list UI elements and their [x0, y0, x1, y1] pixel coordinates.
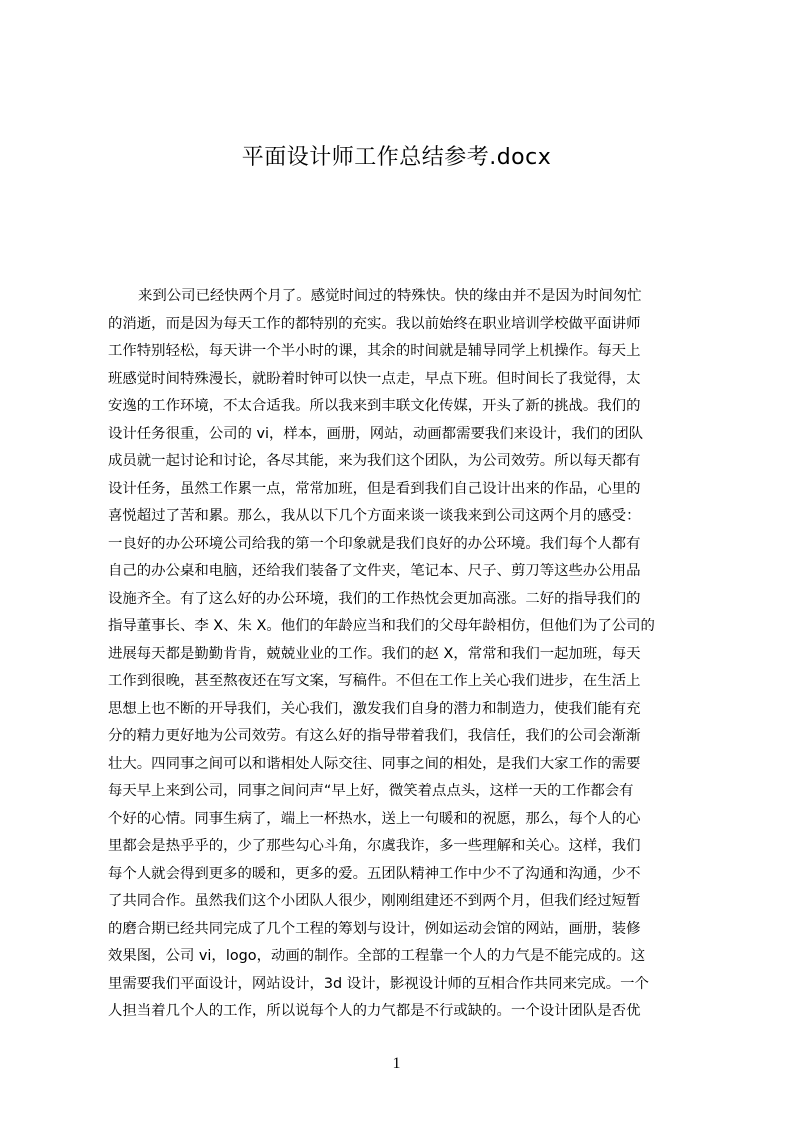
body-line: 班感觉时间特殊漫长，就盼着时钟可以快一点走，早点下班。但时间长了我觉得，太	[108, 370, 641, 387]
body-line: 进展每天都是勤勤肯肯，兢兢业业的工作。我们的赵 X，常常和我们一起加班，每天	[108, 645, 641, 662]
body-line: 一良好的办公环境公司给我的第一个印象就是我们良好的办公环境。我们每个人都有	[108, 535, 641, 552]
body-line: 的磨合期已经共同完成了几个工程的筹划与设计，例如运动会馆的网站，画册，装修	[108, 920, 641, 937]
body-line: 喜悦超过了苦和累。那么，我从以下几个方面来谈一谈我来到公司这两个月的感受：	[108, 508, 641, 524]
body-line: 壮大。四同事之间可以和谐相处人际交往、同事之间的相处，是我们大家工作的需要	[108, 755, 641, 772]
body-line: 思想上也不断的开导我们，关心我们，激发我们自身的潜力和制造力，使我们能有充	[108, 700, 641, 717]
body-line: 个好的心情。同事生病了，端上一杯热水，送上一句暖和的祝愿，那么，每个人的心	[108, 810, 641, 827]
body-line: 分的精力更好地为公司效劳。有这么好的指导带着我们，我信任，我们的公司会渐渐	[108, 728, 641, 744]
body-line: 指导董事长、李 X、朱 X。他们的年龄应当和我们的父母年龄相仿，但他们为了公司的	[108, 618, 655, 634]
body-line: 了共同合作。虽然我们这个小团队人很少，刚刚组建还不到两个月，但我们经过短暂	[108, 893, 641, 909]
body-line: 效果图，公司 vi，logo，动画的制作。全部的工程靠一个人的力气是不能完成的。这	[108, 948, 646, 964]
body-line: 里都会是热乎乎的，少了那些勾心斗角，尔虞我诈，多一些理解和关心。这样，我们	[108, 838, 641, 854]
body-line: 里需要我们平面设计，网站设计，3d 设计，影视设计师的互相合作共同来完成。一个	[108, 975, 649, 992]
body-line: 工作到很晚，甚至熬夜还在写文案，写稿件。不但在工作上关心我们进步，在生活上	[108, 673, 641, 689]
body-line: 成员就一起讨论和讨论，各尽其能，来为我们这个团队，为公司效劳。所以每天都有	[108, 453, 641, 469]
document-title: 平面设计师工作总结参考.docx	[241, 145, 552, 170]
body-line: 自己的办公桌和电脑，还给我们装备了文件夹，笔记本、尺子、剪刀等这些办公用品	[108, 563, 641, 579]
body-line: 设计任务，虽然工作累一点，常常加班，但是看到我们自己设计出来的作品，心里的	[108, 480, 641, 497]
body-line: 每个人就会得到更多的暖和，更多的爱。五团队精神工作中少不了沟通和沟通，少不	[108, 865, 641, 882]
body-line: 人担当着几个人的工作，所以说每个人的力气都是不行或缺的。一个设计团队是否优	[108, 1003, 641, 1019]
body-line: 设施齐全。有了这么好的办公环境，我们的工作热忱会更加高涨。二好的指导我们的	[108, 590, 641, 607]
document-body	[108, 283, 700, 1026]
body-line: 设计任务很重，公司的 vi，样本，画册，网站，动画都需要我们来设计，我们的团队	[108, 425, 644, 442]
body-line: 来到公司已经快两个月了。感觉时间过的特殊快。快的缘由并不是因为时间匆忙	[138, 288, 642, 304]
body-line: 每天早上来到公司，同事之间问声“早上好，微笑着点点头，这样一天的工作都会有	[108, 783, 634, 799]
body-line: 工作特别轻松，每天讲一个半小时的课，其余的时间就是辅导同学上机操作。每天上	[108, 343, 641, 359]
body-line: 的消逝，而是因为每天工作的都特别的充实。我以前始终在职业培训学校做平面讲师	[108, 315, 641, 332]
page-number: 1	[392, 1055, 401, 1072]
body-line: 安逸的工作环境，不太合适我。所以我来到丰联文化传媒，开头了新的挑战。我们的	[108, 398, 641, 414]
